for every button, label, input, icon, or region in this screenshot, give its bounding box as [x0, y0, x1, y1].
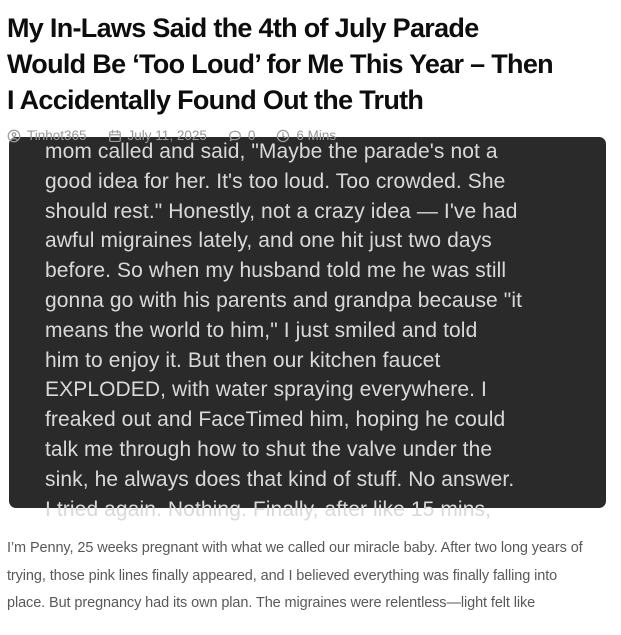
story-image-text-line: gonna go with his parents and grandpa because "it: [45, 288, 523, 312]
story-image-text-line: EXPLODED, with water spraying everywhere. I: [45, 378, 487, 402]
author-name: Tinhot365: [27, 128, 87, 143]
article-paragraph-line: place. But pregnancy had its own plan. The migraines were relentless—light felt like: [7, 595, 536, 611]
page-title: [7, 10, 613, 118]
story-image-text-line: freaked out and FaceTimed him, hoping he could: [45, 408, 506, 432]
article-paragraph: [7, 535, 613, 618]
story-image-text-line: awful migraines lately, and one hit just two days: [45, 229, 492, 253]
story-image: [9, 137, 606, 521]
article-paragraph-line: I’m Penny, 25 weeks pregnant with what we called our miracle baby. After two long years of: [7, 540, 583, 556]
story-image-text-line: talk me through how to shut the valve under the: [45, 437, 493, 461]
page-title-line: I Accidentally Found Out the Truth: [7, 85, 424, 115]
story-image-text-line: sink, he always does that kind of stuff. No answer.: [45, 467, 515, 491]
story-image-text-line: mom called and said, "Maybe the parade's not a: [45, 140, 498, 163]
publish-date-text: July 11, 2025: [127, 128, 207, 143]
read-time-text: 6 Mins: [296, 128, 337, 143]
author-icon: [7, 129, 21, 143]
story-image-text-line: I tried again. Nothing. Finally, after like 15 mins,: [45, 497, 492, 521]
page-title-line: Would Be ‘Too Loud’ for Me This Year – Then: [7, 49, 553, 79]
story-image-text-line: good idea for her. It's too loud. Too crowded. She: [45, 169, 506, 193]
story-image-text-line: him to enjoy it. But then our kitchen faucet: [45, 348, 441, 372]
comments-count: 0: [247, 128, 256, 143]
page-title-line: My In-Laws Said the 4th of July Parade: [7, 13, 479, 43]
story-image-text-line: before. So when my husband told me he was still: [45, 259, 507, 283]
article-paragraph-line: trying, those pink lines finally appeared, and I believed everything was finally falling into: [7, 567, 558, 584]
story-image-text-line: means the world to him," I just smiled and told: [45, 318, 478, 342]
story-image-text-line: should rest." Honestly, not a crazy idea — I've had: [45, 199, 518, 223]
